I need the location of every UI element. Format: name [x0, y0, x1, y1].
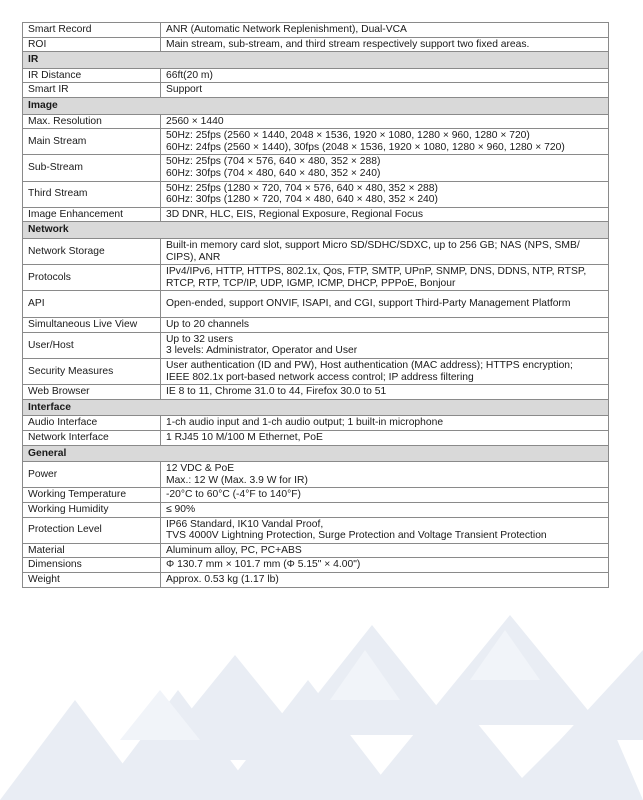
spec-label: Main Stream	[23, 129, 161, 155]
spec-value	[161, 83, 609, 98]
spec-row	[23, 572, 609, 587]
spec-label: Max. Resolution	[23, 114, 161, 129]
spec-row	[23, 114, 609, 129]
spec-value	[161, 488, 609, 503]
spec-label: API	[23, 291, 161, 318]
spec-label: Network Storage	[23, 238, 161, 264]
spec-value-line: Support	[166, 84, 203, 96]
spec-label: Material	[23, 543, 161, 558]
spec-value-line: 50Hz: 25fps (1280 × 720, 704 × 576, 640 × 480, 352 × 288)	[166, 182, 438, 194]
spec-value	[161, 416, 609, 431]
spec-value-line: 60Hz: 30fps (1280 × 720, 704 × 480, 640 × 480, 352 × 240)	[166, 194, 438, 206]
spec-value-line: User authentication (ID and PW), Host authentication (MAC address); HTTPS encryption;	[166, 360, 573, 372]
spec-label: Security Measures	[23, 359, 161, 385]
spec-label: Simultaneous Live View	[23, 318, 161, 333]
section-header-row	[23, 222, 609, 239]
spec-value	[161, 114, 609, 129]
spec-value-line: Approx. 0.53 kg (1.17 lb)	[166, 573, 279, 585]
spec-row	[23, 503, 609, 518]
spec-value-line: 50Hz: 25fps (704 × 576, 640 × 480, 352 × 288)	[166, 156, 381, 168]
spec-label: Working Humidity	[23, 503, 161, 518]
spec-row	[23, 23, 609, 38]
spec-row	[23, 332, 609, 358]
spec-value	[161, 129, 609, 155]
spec-value-line: IEEE 802.1x port-based network access control; IP address filtering	[166, 371, 474, 383]
spec-value-line: Open-ended, support ONVIF, ISAPI, and CGI, support Third-Party Management Platform	[166, 298, 571, 310]
section-header-row	[23, 445, 609, 462]
spec-value-line: Aluminum alloy, PC, PC+ABS	[166, 544, 302, 556]
spec-row	[23, 181, 609, 207]
section-title: General	[23, 445, 609, 462]
spec-row	[23, 431, 609, 446]
spec-label: Network Interface	[23, 431, 161, 446]
spec-value-line: 66ft(20 m)	[166, 69, 213, 81]
spec-value	[161, 155, 609, 181]
spec-value-line: Φ 130.7 mm × 101.7 mm (Φ 5.15" × 4.00")	[166, 559, 361, 571]
spec-value-line: CIPS), ANR	[166, 251, 221, 263]
spec-row	[23, 558, 609, 573]
section-title: IR	[23, 52, 609, 69]
spec-label: Protection Level	[23, 517, 161, 543]
spec-value	[161, 462, 609, 488]
spec-row	[23, 291, 609, 318]
spec-value	[161, 359, 609, 385]
spec-row	[23, 155, 609, 181]
spec-value-line: 3 levels: Administrator, Operator and User	[166, 345, 358, 357]
spec-label: Working Temperature	[23, 488, 161, 503]
spec-row	[23, 416, 609, 431]
spec-value	[161, 207, 609, 222]
spec-row	[23, 207, 609, 222]
spec-value	[161, 503, 609, 518]
spec-value	[161, 543, 609, 558]
section-title: Interface	[23, 399, 609, 416]
section-header-row	[23, 52, 609, 69]
spec-value	[161, 68, 609, 83]
spec-value-line: 60Hz: 30fps (704 × 480, 640 × 480, 352 × 240)	[166, 167, 381, 179]
spec-value	[161, 265, 609, 291]
spec-row	[23, 129, 609, 155]
spec-value	[161, 238, 609, 264]
spec-row	[23, 517, 609, 543]
spec-value-line: 3D DNR, HLC, EIS, Regional Exposure, Regional Focus	[166, 208, 423, 220]
spec-label: Image Enhancement	[23, 207, 161, 222]
spec-label: Smart IR	[23, 83, 161, 98]
spec-row	[23, 488, 609, 503]
spec-row	[23, 543, 609, 558]
spec-value-line: TVS 4000V Lightning Protection, Surge Protection and Voltage Transient Protection	[166, 530, 547, 542]
spec-label: Smart Record	[23, 23, 161, 38]
spec-row	[23, 359, 609, 385]
spec-value-line: RTCP, RTP, TCP/IP, UDP, IGMP, ICMP, DHCP, PPPoE, Bonjour	[166, 277, 456, 289]
spec-row	[23, 385, 609, 400]
spec-value	[161, 517, 609, 543]
spec-label: IR Distance	[23, 68, 161, 83]
spec-row	[23, 238, 609, 264]
spec-value	[161, 291, 609, 318]
spec-value-line: IPv4/IPv6, HTTP, HTTPS, 802.1x, Qos, FTP, SMTP, UPnP, SNMP, DNS, DDNS, NTP, RTSP,	[166, 266, 587, 278]
spec-label: Power	[23, 462, 161, 488]
spec-value	[161, 332, 609, 358]
spec-value-line: 2560 × 1440	[166, 115, 224, 127]
spec-value	[161, 572, 609, 587]
spec-value	[161, 558, 609, 573]
spec-value-line: 1 RJ45 10 M/100 M Ethernet, PoE	[166, 432, 323, 444]
section-header-row	[23, 399, 609, 416]
spec-row	[23, 462, 609, 488]
spec-value-line: ANR (Automatic Network Replenishment), Dual-VCA	[166, 24, 407, 35]
spec-value-line: -20°C to 60°C (-4°F to 140°F)	[166, 489, 301, 501]
spec-value-line: Max.: 12 W (Max. 3.9 W for IR)	[166, 474, 308, 486]
spec-value	[161, 181, 609, 207]
spec-value-line: IP66 Standard, IK10 Vandal Proof,	[166, 518, 324, 530]
section-title: Image	[23, 97, 609, 114]
spec-label: Web Browser	[23, 385, 161, 400]
spec-value-line: 1-ch audio input and 1-ch audio output; 1 built-in microphone	[166, 417, 444, 429]
spec-value-line: Built-in memory card slot, support Micro SD/SDHC/SDXC, up to 256 GB; NAS (NPS, SMB/	[166, 239, 580, 251]
spec-value-line: Up to 20 channels	[166, 319, 250, 331]
spec-value-line: Main stream, sub-stream, and third stream respectively support two fixed areas.	[166, 38, 530, 50]
spec-value-line: 60Hz: 24fps (2560 × 1440), 30fps (2048 × 1536, 1920 × 1080, 1280 × 960, 1280 × 720)	[166, 141, 565, 153]
spec-value-line: 12 VDC & PoE	[166, 463, 235, 475]
spec-row	[23, 318, 609, 333]
spec-value-line: 50Hz: 25fps (2560 × 1440, 2048 × 1536, 1920 × 1080, 1280 × 960, 1280 × 720)	[166, 130, 530, 142]
spec-label: Third Stream	[23, 181, 161, 207]
spec-value-line: Up to 32 users	[166, 333, 233, 345]
spec-value	[161, 23, 609, 38]
spec-label: Dimensions	[23, 558, 161, 573]
spec-label: Protocols	[23, 265, 161, 291]
spec-row	[23, 68, 609, 83]
section-title: Network	[23, 222, 609, 239]
spec-value	[161, 37, 609, 52]
spec-label: ROI	[23, 37, 161, 52]
spec-label: Sub-Stream	[23, 155, 161, 181]
spec-value	[161, 385, 609, 400]
spec-row	[23, 265, 609, 291]
spec-label: Weight	[23, 572, 161, 587]
spec-row	[23, 83, 609, 98]
spec-value	[161, 431, 609, 446]
spec-table	[22, 22, 609, 588]
spec-label: User/Host	[23, 332, 161, 358]
spec-label: Audio Interface	[23, 416, 161, 431]
section-header-row	[23, 97, 609, 114]
spec-value-line: IE 8 to 11, Chrome 31.0 to 44, Firefox 30.0 to 51	[166, 386, 387, 398]
spec-row	[23, 37, 609, 52]
spec-value	[161, 318, 609, 333]
spec-value-line: ≤ 90%	[166, 504, 196, 515]
